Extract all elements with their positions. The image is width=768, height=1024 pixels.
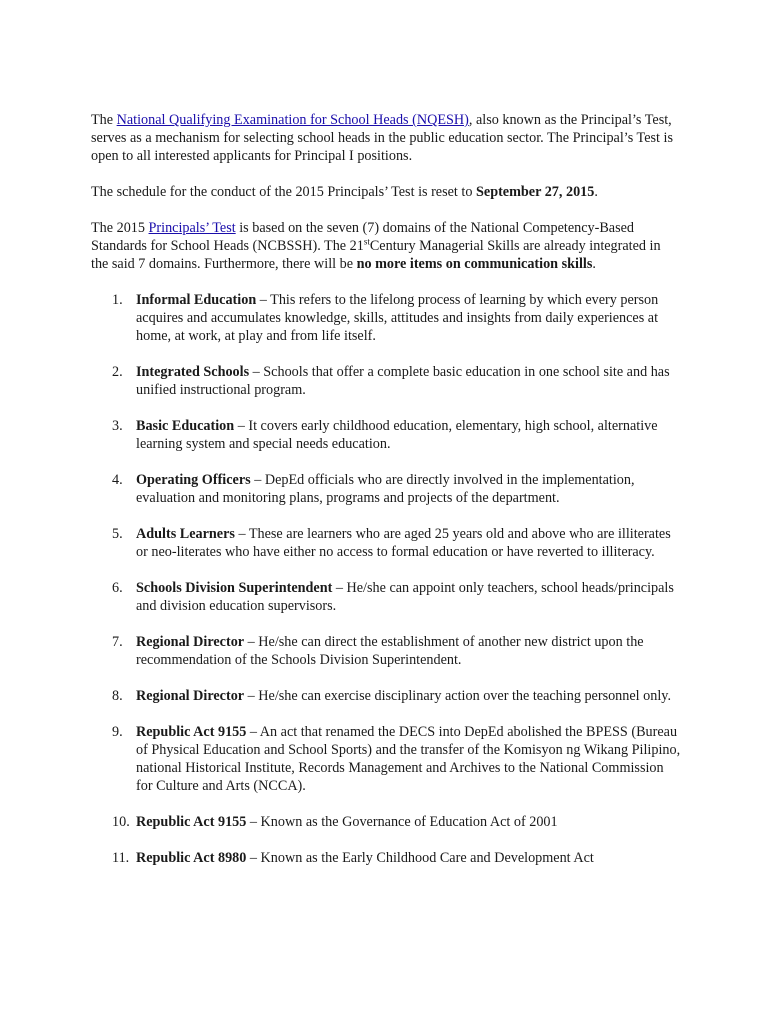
schedule-date: September 27, 2015 [476, 184, 595, 200]
list-item-text: – Known as the Early Childhood Care and Development Act [246, 850, 594, 866]
list-item-number: 5. [112, 526, 123, 542]
list-item-text: – Known as the Governance of Education Act of 2001 [246, 814, 558, 830]
list-item-text: – These are learners who are aged 25 years old and above who are illiterates or neo-literates who have either no access to formal education or have reverted to illiteracy. [136, 526, 671, 560]
nqesh-link[interactable]: National Qualifying Examination for School Heads (NQESH) [116, 112, 469, 128]
basis-bold: no more items on communication skills [356, 256, 593, 272]
list-item-text: – An act that renamed the DECS into DepEd abolished the BPESS (Bureau of Physical Education and School Sports) and the transfer of the Komisyon ng Wikang Pilipino, national Historical Institute, Records Management and Archives to the National Commission for Culture and Arts (NCCA). [136, 724, 681, 794]
list-item-term: Republic Act 9155 [136, 724, 247, 740]
document-page [91, 111, 681, 885]
list-item-number: 1. [112, 292, 123, 308]
intro-suffix: , also known as the Principal’s Test, serves as a mechanism for selecting school heads in the public education sector. The Principal’s Test is open to all interested applicants for Principal I positions. [91, 112, 673, 164]
list-item-text: – He/she can direct the establishment of another new district upon the recommendation of the Schools Division Superintendent. [136, 634, 644, 668]
list-item [91, 417, 681, 453]
list-item [91, 687, 681, 705]
list-item [91, 525, 681, 561]
schedule-suffix: . [594, 184, 598, 200]
list-item-number: 6. [112, 580, 123, 596]
principals-test-link[interactable]: Principals’ Test [148, 220, 236, 236]
list-item-term: Adults Learners [136, 526, 235, 542]
list-item-number: 2. [112, 364, 123, 380]
list-item [91, 813, 681, 831]
ordinal-superscript: st [363, 236, 370, 247]
list-item [91, 291, 681, 345]
basis-middle: is based on the seven (7) domains of the National Competency-Based Standards for School Heads (NCBSSH). The 21 [91, 220, 635, 254]
list-item-term: Regional Director [136, 634, 245, 650]
list-item [91, 363, 681, 399]
schedule-prefix: The schedule for the conduct of the 2015 Principals’ Test is reset to [91, 184, 476, 200]
list-item-number: 4. [112, 472, 123, 488]
list-item-text: – Schools that offer a complete basic education in one school site and has unified instructional program. [136, 364, 670, 398]
list-item-text: – It covers early childhood education, elementary, high school, alternative learning system and special needs education. [136, 418, 658, 452]
list-item-term: Basic Education [136, 418, 235, 434]
list-item-term: Schools Division Superintendent [136, 580, 333, 596]
list-item-term: Republic Act 8980 [136, 850, 247, 866]
schedule-paragraph [91, 183, 681, 201]
list-item [91, 723, 681, 795]
list-item-text: – He/she can exercise disciplinary action over the teaching personnel only. [244, 688, 672, 704]
list-item-number: 7. [112, 634, 123, 650]
list-item-number: 11. [112, 850, 130, 866]
basis-after-sup: Century Managerial Skills are already integrated in the said 7 domains. Furthermore, there will be [91, 238, 661, 272]
list-item-term: Informal Education [136, 292, 257, 308]
list-item-number: 3. [112, 418, 123, 434]
list-item [91, 471, 681, 507]
domain-list [91, 291, 681, 867]
list-item-number: 9. [112, 724, 123, 740]
list-item-text: – He/she can appoint only teachers, school heads/principals and division education supervisors. [136, 580, 674, 614]
list-item-number: 10. [112, 814, 130, 830]
list-item-term: Regional Director [136, 688, 245, 704]
basis-prefix: The 2015 [91, 220, 149, 236]
list-item-term: Integrated Schools [136, 364, 250, 380]
basis-paragraph [91, 219, 681, 273]
list-item-term: Republic Act 9155 [136, 814, 247, 830]
list-item-text: – DepEd officials who are directly involved in the implementation, evaluation and monitoring plans, programs and projects of the department. [136, 472, 635, 506]
list-item-term: Operating Officers [136, 472, 251, 488]
list-item-text: – This refers to the lifelong process of learning by which every person acquires and accumulates knowledge, skills, attitudes and insights from daily experiences at home, at work, at play and from life itself. [136, 292, 659, 344]
list-item [91, 579, 681, 615]
list-item [91, 633, 681, 669]
intro-prefix: The [91, 112, 117, 128]
list-item [91, 849, 681, 867]
intro-paragraph [91, 111, 681, 165]
basis-suffix: . [592, 256, 596, 272]
list-item-number: 8. [112, 688, 123, 704]
